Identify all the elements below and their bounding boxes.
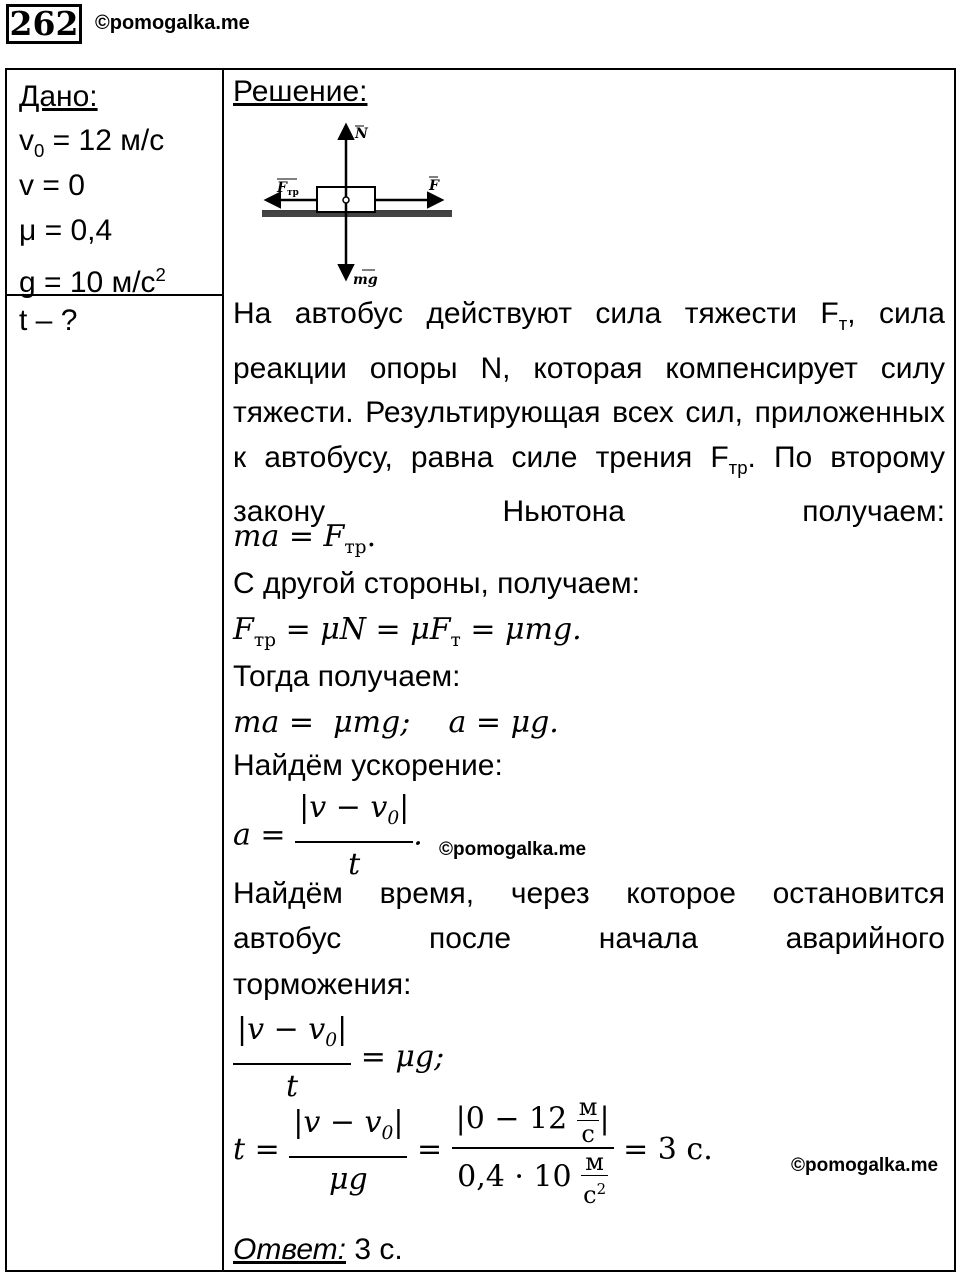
given-title: Дано: — [19, 80, 98, 113]
equation-a-formula: a = $\frac{|v - v_0|}{t}$ . — [233, 786, 945, 887]
watermark: ©pomogalka.me — [95, 12, 250, 34]
text-then: Тогда получаем: — [233, 660, 461, 693]
given-v: v = 0 — [19, 169, 85, 202]
watermark-mid: ©pomogalka.me — [439, 839, 587, 860]
problem-number: 262 — [6, 4, 82, 44]
label-Ftr: $F_{тр}$ — [277, 180, 299, 198]
force-diagram — [257, 120, 457, 290]
text-find-acceleration: Найдём ускорение: — [233, 749, 503, 782]
column-divider — [222, 70, 224, 1270]
paragraph-forces: На автобус действуют сила тяжести $F_т$, сила реакции опоры N, которая компенсирует силу тяжести. Результирующая всех сил, приложенных к автобусу, равна силе трения $F_{тр}$. По второму закону Ньютона получаем: — [233, 297, 945, 528]
watermark-bottom: ©pomogalka.me — [791, 1155, 939, 1176]
label-mg: mg — [353, 272, 378, 288]
given-mu: μ = 0,4 — [19, 214, 113, 247]
solution-title: Решение: — [233, 75, 368, 108]
text-other-side: С другой стороны, получаем: — [233, 567, 640, 600]
solution-table — [5, 68, 956, 1272]
equation-time-result: t = $\frac{|v - v_0|}{\mu g}$ = |0 − 12 $\frac{м}{с}$ | 0,4 · 10 $\frac{м}{с^2}$ = 3 с. — [233, 1093, 713, 1209]
answer: Ответ: 3 с. — [233, 1233, 403, 1266]
label-F: F — [429, 178, 439, 194]
equation-friction: $F_{тр} = \mu N = \mu F_т = \mu mg$. — [233, 612, 582, 651]
equation-newton: ma = $F_{тр}$. — [233, 519, 377, 558]
paragraph-find-time: Найдём время, через которое остановится автобус после начала аварийного — [233, 877, 945, 955]
given-v0: $v_0 = 12$ м/с — [19, 124, 165, 161]
paragraph-find-time-end: торможения: — [233, 968, 412, 1001]
equation-time-relation: $\frac{|v - v_0|}{t}$ = μg; — [233, 1008, 945, 1109]
given-find: t – ? — [19, 304, 78, 337]
label-N: N — [355, 126, 368, 142]
equation-acceleration: ma = μmg; a = μg. — [233, 705, 559, 740]
given-g: g = 10 $м/с^2$ — [19, 264, 166, 299]
